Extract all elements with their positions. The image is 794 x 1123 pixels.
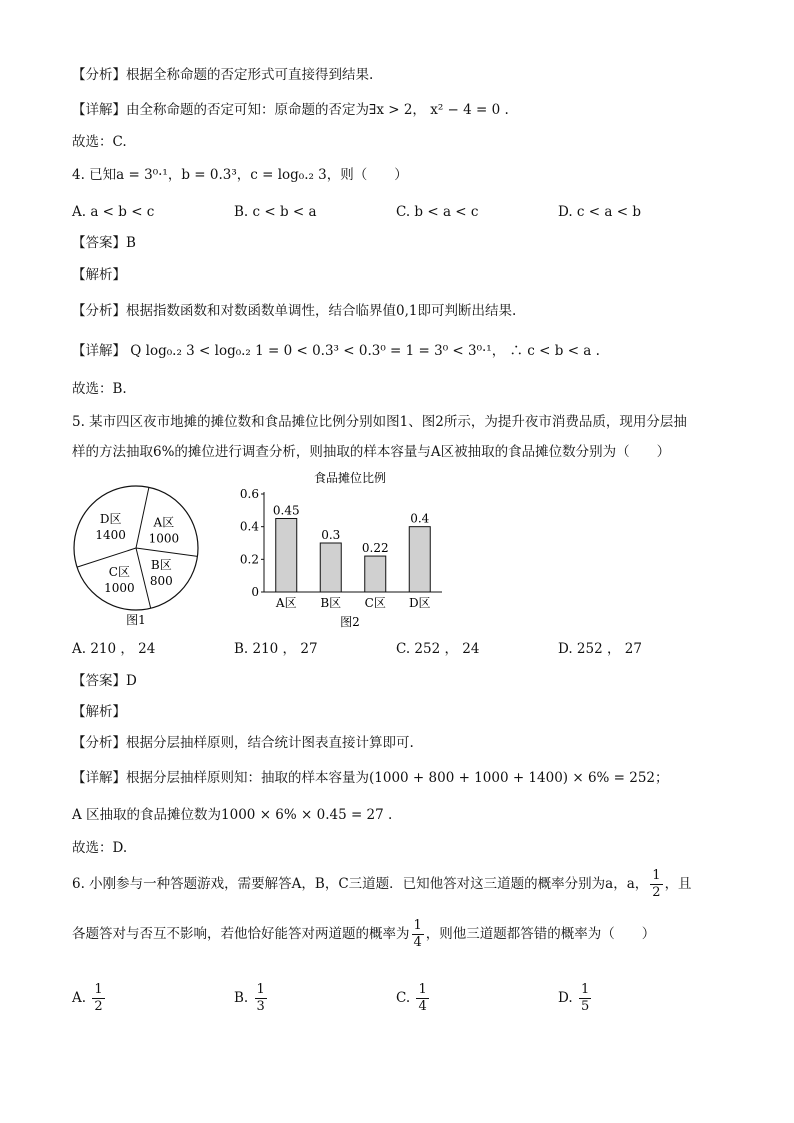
q6-stem-tail2: ，则他三道题都答错的概率为（ ） <box>425 926 656 942</box>
bar-category-label: A区 <box>275 596 297 610</box>
pie-chart <box>66 480 206 630</box>
pie-divider <box>136 548 151 608</box>
q6-option-d-label: D. <box>558 990 573 1006</box>
bar-y-tick-label: 0.2 <box>239 552 259 567</box>
q5-answer: 【答案】D <box>72 673 137 689</box>
bar-mark <box>365 556 386 592</box>
bar-value-label: 0.4 <box>410 511 430 526</box>
bar-y-tick-label: 0.6 <box>239 487 259 501</box>
pie-slice-value: 1000 <box>148 531 180 546</box>
q4-answer: 【答案】B <box>72 235 136 251</box>
q6-option-c-den: 4 <box>418 999 427 1014</box>
pie-slice-label: A区 <box>153 515 175 530</box>
q6-option-b-den: 3 <box>256 999 265 1014</box>
q4-option-c: C. b < a < c <box>396 204 479 220</box>
bar-value-label: 0.45 <box>272 503 300 518</box>
q6-fraction-quarter <box>412 918 424 951</box>
pie-slice-label: D区 <box>99 512 122 527</box>
bar-mark <box>409 527 430 592</box>
pie-slice-value: 1000 <box>104 580 135 595</box>
q6-frac-num: 1 <box>652 868 661 883</box>
bar-category-label: D区 <box>408 596 431 610</box>
q4-detail: 【详解】 Q log₀.₂ 3 < log₀.₂ 1 = 0 < 0.3³ < 0.3⁰ = 1 = 3⁰ < 3⁰·¹， ∴ c < b < a . <box>72 343 600 359</box>
q4-option-d: D. c < a < b <box>558 204 641 220</box>
q6-option-b <box>234 980 269 1016</box>
q5-analysis: 【分析】根据分层抽样原则，结合统计图表直接计算即可. <box>72 735 414 751</box>
bar-y-tick-label: 0.4 <box>239 519 259 534</box>
bar-value-label: 0.22 <box>361 541 389 556</box>
q6-frac2-den: 4 <box>413 935 422 950</box>
q6-option-a-den: 2 <box>94 999 103 1014</box>
bar-chart-title: 食品摊位比例 <box>313 471 387 485</box>
q6-option-d <box>558 980 593 1016</box>
q4-jiexi: 【解析】 <box>72 267 126 283</box>
q4-choose: 故选：B. <box>72 381 127 397</box>
q3-choose: 故选：C. <box>72 134 127 150</box>
pie-divider <box>136 548 197 556</box>
q6-option-b-label: B. <box>234 990 249 1006</box>
q4-option-b: B. c < b < a <box>234 204 317 220</box>
q5-choose: 故选：D. <box>72 840 128 856</box>
q6-option-a-num: 1 <box>94 982 103 997</box>
bar-caption: 图2 <box>340 615 360 629</box>
pie-slice-value: 800 <box>149 573 173 588</box>
q4-option-a: A. a < b < c <box>72 204 155 220</box>
q5-option-d: D. 252 ， 27 <box>558 641 642 657</box>
pie-caption: 图1 <box>126 613 146 627</box>
bar-mark <box>320 543 341 592</box>
q5-stem-line1: 5. 某市四区夜市地摊的摊位数和食品摊位比例分别如图1、图2所示，为提升夜市消费品质，现用分层抽 <box>72 414 687 430</box>
q6-option-d-den: 5 <box>580 999 590 1014</box>
q6-fraction-half <box>650 868 662 901</box>
q5-detail-line2: A 区抽取的食品摊位数为1000 × 6% × 0.45 = 27 . <box>72 807 393 823</box>
q6-option-c-label: C. <box>396 990 411 1006</box>
pie-slice-label: B区 <box>150 557 172 572</box>
bar-category-label: C区 <box>364 596 386 610</box>
q5-detail-line1: 【详解】根据分层抽样原则知：抽取的样本容量为(1000 + 800 + 1000 + 1400) × 6% = 252； <box>72 770 669 786</box>
q6-frac-den: 2 <box>652 885 661 900</box>
q6-option-c <box>396 980 431 1016</box>
q6-stem-line2 <box>72 916 655 952</box>
q6-option-c-num: 1 <box>418 982 427 997</box>
bar-value-label: 0.3 <box>321 528 341 542</box>
q4-analysis: 【分析】根据指数函数和对数函数单调性，结合临界值0,1即可判断出结果. <box>72 303 517 319</box>
q6-stem-tail1: ，且 <box>664 876 692 892</box>
q6-stem-line1 <box>72 866 692 902</box>
bar-category-label: B区 <box>320 596 342 610</box>
q6-stem-text2: 各题答对与否互不影响，若他恰好能答对两道题的概率为 <box>72 926 410 942</box>
q6-option-a <box>72 980 107 1016</box>
q4-stem: 4. 已知a = 3⁰·¹，b = 0.3³，c = log₀.₂ 3，则（ ） <box>72 167 408 183</box>
q3-detail: 【详解】由全称命题的否定可知：原命题的否定为∃x > 2， x² − 4 = 0 . <box>72 102 509 118</box>
q5-stem-line2: 样的方法抽取6%的摊位进行调查分析，则抽取的样本容量与A区被抽取的食品摊位数分别为（ ） <box>72 444 671 460</box>
bar-y-tick-label: 0 <box>251 585 259 599</box>
q6-option-b-num: 1 <box>256 982 265 997</box>
pie-slice-label: C区 <box>108 564 130 579</box>
q6-option-d-num: 1 <box>580 982 590 997</box>
q5-option-b: B. 210 ， 27 <box>234 641 318 657</box>
q5-jiexi: 【解析】 <box>72 704 126 720</box>
q5-option-c: C. 252 ， 24 <box>396 641 480 657</box>
pie-slice-value: 1400 <box>95 528 126 543</box>
q6-frac2-num: 1 <box>413 918 422 933</box>
q5-option-a: A. 210 ， 24 <box>72 641 156 657</box>
pie-divider <box>136 487 149 548</box>
bar-chart <box>232 466 452 632</box>
bar-mark <box>276 519 297 593</box>
q3-analysis: 【分析】根据全称命题的否定形式可直接得到结果. <box>72 67 374 83</box>
q6-option-a-label: A. <box>72 990 87 1006</box>
q6-stem-text1: 6. 小刚参与一种答题游戏，需要解答A，B，C三道题．已知他答对这三道题的概率分别为a，a， <box>72 876 649 892</box>
